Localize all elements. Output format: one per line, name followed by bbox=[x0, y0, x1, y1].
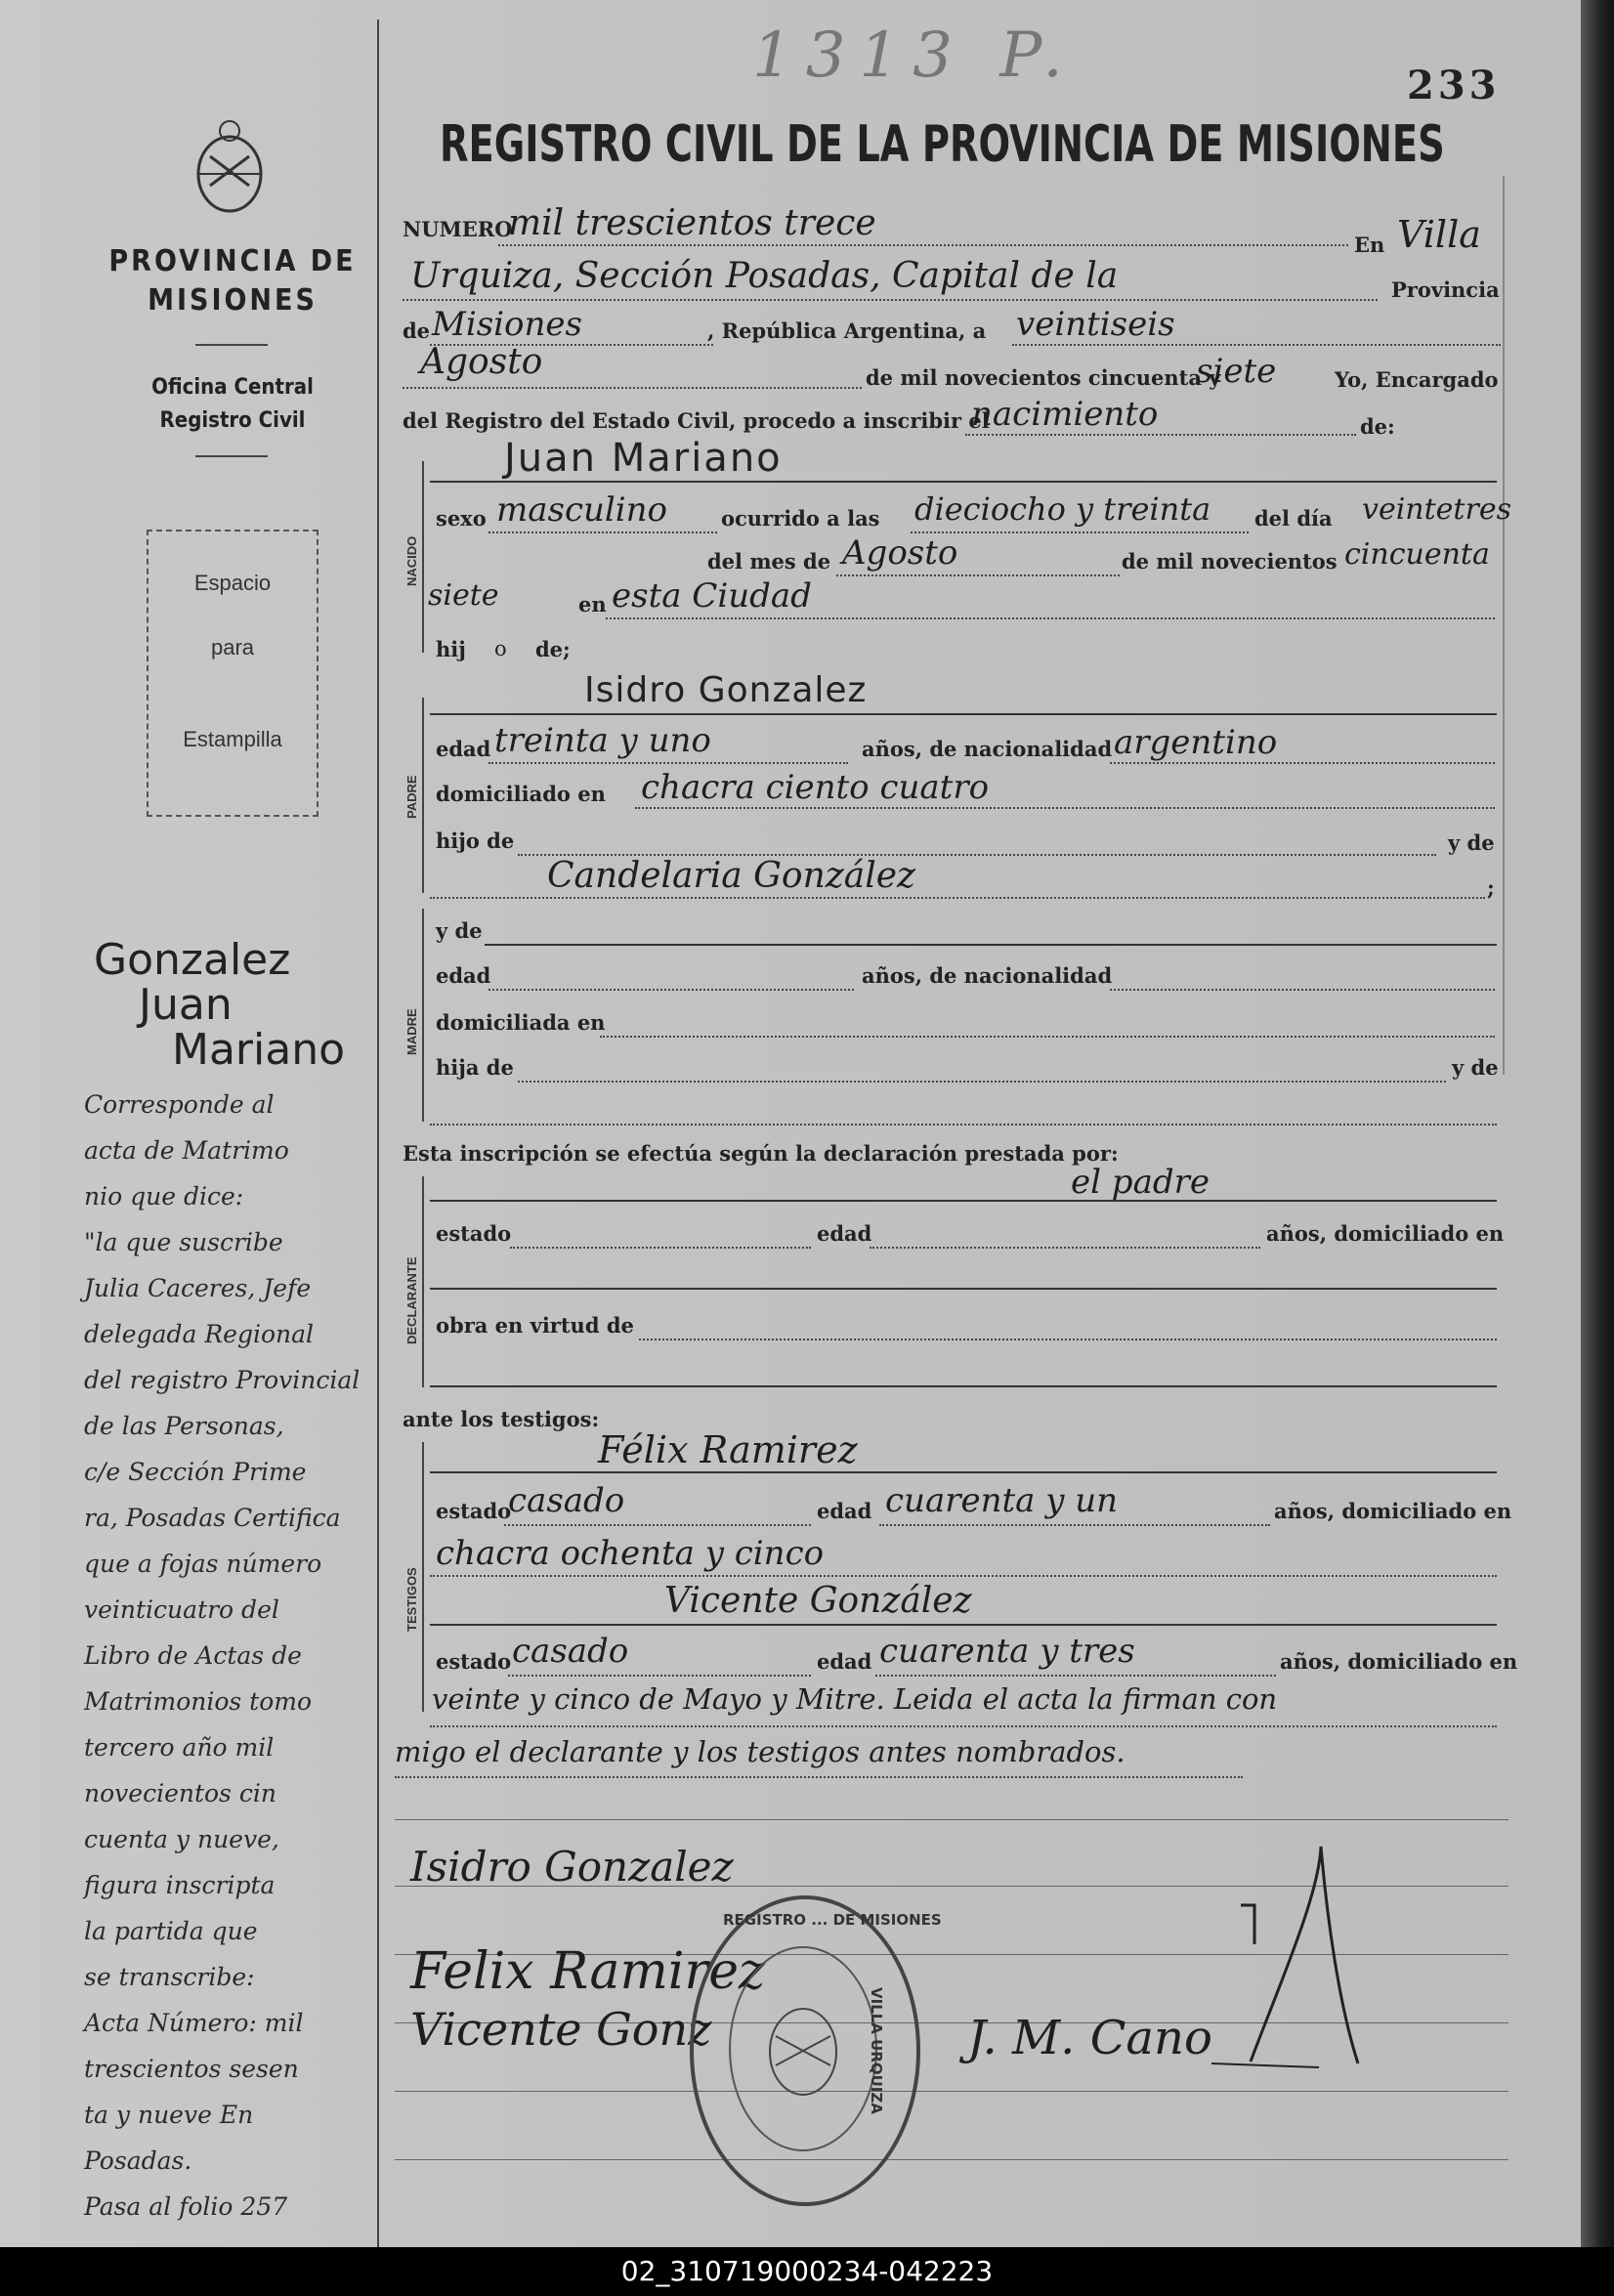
image-footer-id: 02_310719000234-042223 bbox=[0, 2247, 1614, 2296]
office-line-1: Oficina Central bbox=[151, 375, 314, 400]
sexo-label: sexo bbox=[436, 506, 487, 531]
numero-label: NUMERO bbox=[403, 217, 513, 241]
w2-edad: cuarenta y tres bbox=[879, 1632, 1135, 1671]
witness2-name-rule bbox=[430, 1624, 1497, 1626]
hij-value: o bbox=[494, 637, 507, 660]
en-value: Villa bbox=[1397, 213, 1481, 256]
margin-line: nio que dice: bbox=[84, 1182, 244, 1211]
de-label: de bbox=[403, 319, 431, 343]
del-dia-label: del día bbox=[1254, 506, 1333, 531]
declarante-side-label: DECLARANTE bbox=[404, 1256, 419, 1344]
w2-estado-line bbox=[508, 1675, 811, 1677]
margin-name-first: Juan bbox=[139, 980, 233, 1030]
registro-value: nacimiento bbox=[971, 395, 1159, 434]
closing-line bbox=[395, 1776, 1243, 1778]
hora-line bbox=[911, 531, 1249, 533]
padre-edad-label: edad bbox=[436, 737, 491, 761]
declarante-obra-rule bbox=[430, 1385, 1497, 1387]
margin-line: veinticuatro del bbox=[84, 1595, 279, 1624]
de-value: Misiones bbox=[432, 305, 582, 344]
padre-y-de: y de bbox=[1448, 830, 1495, 855]
seal-top-text: REGISTRO ... DE MISIONES bbox=[723, 1911, 942, 1929]
signature-rule bbox=[395, 1819, 1508, 1820]
witness1-name: Félix Ramirez bbox=[598, 1428, 858, 1471]
margin-line: trescientos sesen bbox=[84, 2055, 299, 2083]
declarante-intro: Esta inscripción se efectúa según la declaración prestada por: bbox=[403, 1141, 1119, 1166]
padre-name: Isidro Gonzalez bbox=[584, 670, 868, 710]
madre-side-label: MADRE bbox=[404, 1008, 419, 1055]
margin-line: Corresponde al bbox=[84, 1090, 275, 1119]
en-line-nacido bbox=[606, 617, 1495, 619]
w1-anos-label: años, domiciliado en bbox=[1274, 1499, 1512, 1523]
w2-estado-label: estado bbox=[436, 1649, 512, 1674]
declarante-estado-label: estado bbox=[436, 1221, 512, 1246]
padre-nacionalidad-line bbox=[1110, 762, 1495, 764]
padre-nacionalidad-value: argentino bbox=[1114, 723, 1278, 762]
numero-value: mil trescientos trece bbox=[508, 203, 876, 243]
book-binding bbox=[1581, 0, 1614, 2247]
madre-y-de-label: y de bbox=[436, 918, 483, 943]
day-line bbox=[1012, 344, 1501, 346]
margin-line: Libro de Actas de bbox=[84, 1641, 302, 1670]
folio-number: 233 bbox=[1407, 63, 1501, 108]
w1-estado-label: estado bbox=[436, 1499, 512, 1523]
province-divider bbox=[195, 344, 268, 346]
intro-line-2-rule bbox=[403, 299, 1378, 301]
declarante-obra-label: obra en virtud de bbox=[436, 1313, 634, 1338]
nacido-side-label: NACIDO bbox=[404, 535, 419, 586]
margin-line: cuenta y nueve, bbox=[84, 1825, 279, 1853]
w2-estado: casado bbox=[512, 1632, 629, 1671]
declarante-obra-line bbox=[639, 1339, 1497, 1340]
ocurrido-label: ocurrido a las bbox=[721, 506, 880, 531]
declarante-edad-label: edad bbox=[817, 1221, 872, 1246]
w1-estado: casado bbox=[508, 1481, 625, 1520]
margin-line: de las Personas, bbox=[84, 1412, 284, 1440]
madre-domicilio-label: domiciliada en bbox=[436, 1010, 606, 1035]
margin-line: "la que suscribe bbox=[84, 1228, 283, 1256]
margin-line: delegada Regional bbox=[84, 1320, 315, 1348]
signature-rule bbox=[395, 2091, 1508, 2092]
w1-edad-label: edad bbox=[817, 1499, 872, 1523]
margin-line: ta y nueve En bbox=[84, 2101, 254, 2129]
signature-isidro: Isidro Gonzalez bbox=[410, 1843, 734, 1891]
padre-domicilio-value: chacra ciento cuatro bbox=[641, 768, 990, 807]
padre-domicilio-line bbox=[635, 807, 1495, 809]
en-label: En bbox=[1354, 233, 1385, 257]
padre-semicolon: ; bbox=[1487, 875, 1495, 900]
signature-vicente: Vicente Gonz bbox=[410, 2003, 712, 2056]
declarante-domicilio-rule bbox=[430, 1288, 1497, 1290]
margin-line: Acta Número: mil bbox=[84, 2009, 304, 2037]
officer-flourish-icon bbox=[1211, 1837, 1407, 2071]
margin-line: la partida que bbox=[84, 1917, 258, 1945]
margin-line: del registro Provincial bbox=[84, 1366, 361, 1394]
office-name bbox=[86, 371, 379, 438]
nacido-bracket bbox=[422, 461, 424, 653]
witness1-name-rule bbox=[430, 1471, 1497, 1473]
province-line-1: PROVINCIA DE bbox=[108, 244, 357, 278]
month-line bbox=[403, 387, 862, 389]
padre-bracket bbox=[422, 698, 424, 893]
declarante-edad-line bbox=[870, 1247, 1260, 1249]
madre-anos-label: años, de nacionalidad bbox=[862, 963, 1113, 988]
margin-name bbox=[94, 935, 346, 1075]
w1-domicilio-line bbox=[430, 1575, 1497, 1577]
anio-value-2: siete bbox=[428, 578, 499, 613]
dia-value: veintetres bbox=[1362, 492, 1511, 527]
sexo-value: masculino bbox=[496, 490, 668, 530]
seal-emblem-icon bbox=[756, 1997, 850, 2105]
signature-felix: Felix Ramirez bbox=[410, 1942, 766, 2001]
madre-edad-line bbox=[488, 989, 854, 991]
form-right-edge bbox=[1503, 176, 1505, 1075]
office-divider bbox=[195, 455, 268, 457]
coat-of-arms-icon bbox=[181, 117, 278, 215]
hora-value: dieciocho y treinta bbox=[914, 490, 1211, 528]
w2-domicilio: veinte y cinco de Mayo y Mitre. Leida el acta la firman con bbox=[432, 1682, 1278, 1716]
testigos-side-label: TESTIGOS bbox=[404, 1567, 419, 1632]
stamp-box-line-2: para bbox=[210, 635, 255, 659]
registro-line bbox=[965, 434, 1356, 436]
madre-y-de-rule bbox=[485, 944, 1497, 946]
w1-edad-line bbox=[879, 1524, 1270, 1526]
madre-hija-de-label: hija de bbox=[436, 1055, 514, 1080]
page-title: REGISTRO CIVIL DE LA PROVINCIA DE MISIONES bbox=[440, 115, 1445, 174]
madre-domicilio-line bbox=[600, 1036, 1495, 1038]
hij-de: de; bbox=[535, 637, 571, 661]
stamp-box-line-3: Estampilla bbox=[183, 727, 282, 751]
yo-label: Yo, Encargado bbox=[1335, 367, 1499, 392]
padre-anos-label: años, de nacionalidad bbox=[862, 737, 1113, 761]
declarante-value: el padre bbox=[1071, 1163, 1210, 1202]
madre-edad-label: edad bbox=[436, 963, 491, 988]
numero-line bbox=[498, 244, 1348, 246]
declarante-value-rule bbox=[430, 1200, 1497, 1202]
margin-line: ra, Posadas Certifica bbox=[84, 1504, 341, 1532]
w2-domicilio-line bbox=[430, 1725, 1497, 1727]
mes-value: Agosto bbox=[842, 533, 958, 573]
registro-label: del Registro del Estado Civil, procedo a inscribir el bbox=[403, 408, 990, 433]
testigos-bracket bbox=[422, 1442, 424, 1712]
year-value: siete bbox=[1196, 352, 1277, 391]
signature-officer: J. M. Cano bbox=[967, 2011, 1212, 2065]
padre-hijo-de-label: hijo de bbox=[436, 829, 515, 853]
w2-edad-label: edad bbox=[817, 1649, 872, 1674]
margin-line: Pasa al folio 257 bbox=[84, 2192, 288, 2221]
nacido-name-rule bbox=[430, 481, 1497, 483]
margin-line: tercero año mil bbox=[84, 1733, 275, 1762]
en-value-nacido: esta Ciudad bbox=[612, 576, 812, 616]
year-label: de mil novecientos cincuenta y bbox=[866, 365, 1221, 390]
margin-line: novecientos cin bbox=[84, 1779, 276, 1807]
padre-madre-line bbox=[430, 897, 1485, 899]
anio-label: de mil novecientos bbox=[1122, 549, 1338, 574]
margin-line: Matrimonios tomo bbox=[84, 1687, 313, 1716]
padre-edad-line bbox=[488, 762, 848, 764]
witness2-name: Vicente González bbox=[664, 1581, 972, 1621]
act-number-pencil: 1313 P. bbox=[752, 20, 1077, 92]
seal-right-text: VILLA URQUIZA bbox=[868, 1987, 885, 2114]
signature-rule bbox=[395, 2159, 1508, 2160]
month-value: Agosto bbox=[420, 342, 543, 382]
closing-text: migo el declarante y los testigos antes nombrados. bbox=[395, 1735, 1126, 1768]
office-line-2: Registro Civil bbox=[159, 408, 306, 433]
margin-line: se transcribe: bbox=[84, 1963, 255, 1991]
nacido-name: Juan Mariano bbox=[504, 436, 783, 481]
testigos-intro: ante los testigos: bbox=[403, 1407, 600, 1431]
madre-hija-de-line bbox=[518, 1081, 1446, 1083]
mes-line bbox=[836, 574, 1120, 576]
madre-y-de: y de bbox=[1452, 1055, 1499, 1080]
anio-value: cincuenta bbox=[1344, 537, 1490, 572]
day-value: veintiseis bbox=[1016, 305, 1175, 344]
mes-label: del mes de bbox=[707, 549, 831, 574]
margin-note-text bbox=[84, 1090, 361, 2221]
margin-divider bbox=[377, 20, 379, 2247]
padre-name-rule bbox=[430, 713, 1497, 715]
margin-line: Posadas. bbox=[84, 2147, 192, 2175]
madre-extra-line bbox=[430, 1124, 1497, 1126]
republica-label: , República Argentina, a bbox=[707, 319, 987, 343]
madre-nacionalidad-line bbox=[1110, 989, 1495, 991]
padre-side-label: PADRE bbox=[404, 775, 419, 819]
declarante-anos-label: años, domiciliado en bbox=[1266, 1221, 1505, 1246]
madre-bracket bbox=[422, 909, 424, 1122]
margin-line: c/e Sección Prime bbox=[84, 1458, 307, 1486]
margin-line: Julia Caceres, Jefe bbox=[84, 1274, 312, 1302]
declarante-estado-line bbox=[510, 1247, 811, 1249]
en-label-nacido: en bbox=[578, 592, 607, 617]
padre-madre-name: Candelaria González bbox=[547, 856, 915, 896]
w1-edad: cuarenta y un bbox=[885, 1481, 1119, 1520]
padre-domicilio-label: domiciliado en bbox=[436, 782, 606, 806]
official-seal bbox=[690, 1895, 942, 2206]
intro-line-2: Urquiza, Sección Posadas, Capital de la bbox=[410, 256, 1119, 296]
province-line-2: MISIONES bbox=[148, 283, 318, 318]
w1-domicilio: chacra ochenta y cinco bbox=[436, 1534, 825, 1573]
sexo-line bbox=[488, 531, 717, 533]
stamp-box-line-1: Espacio bbox=[193, 571, 272, 595]
stamp-box bbox=[147, 530, 319, 817]
margin-line: figura inscripta bbox=[84, 1871, 276, 1899]
margin-name-second: Mariano bbox=[172, 1025, 346, 1075]
w2-anos-label: años, domiciliado en bbox=[1280, 1649, 1518, 1674]
w2-edad-line bbox=[875, 1675, 1276, 1677]
hij-label: hij bbox=[436, 637, 466, 661]
province-name bbox=[86, 242, 379, 320]
w1-estado-line bbox=[504, 1524, 811, 1526]
padre-edad-value: treinta y uno bbox=[494, 721, 711, 760]
de-colon: de: bbox=[1360, 414, 1395, 439]
provincia-label: Provincia bbox=[1391, 277, 1500, 302]
margin-name-surname: Gonzalez bbox=[94, 935, 291, 985]
margin-line: acta de Matrimo bbox=[84, 1136, 289, 1165]
margin-line: que a fojas número bbox=[84, 1550, 322, 1578]
declarante-bracket bbox=[422, 1176, 424, 1387]
